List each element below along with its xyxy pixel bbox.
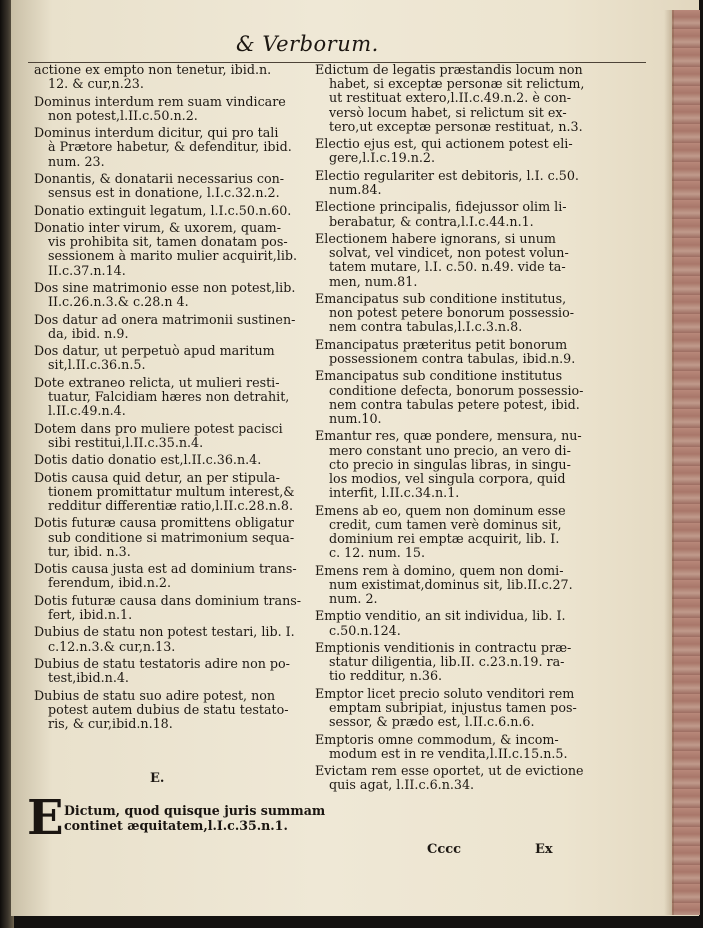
- index-entry: [315, 641, 595, 684]
- index-entry-line: Emantur res, quæ pondere, mensura, nu-: [315, 428, 582, 444]
- index-entry-line: c. 12. num. 15.: [329, 545, 425, 561]
- index-entry-line: emptam subripiat, injustus tamen pos-: [329, 699, 577, 715]
- index-entry-line: Dotis futuræ causa promittens obligatur: [34, 515, 294, 531]
- index-entry-line: Dotis causa justa est ad dominium trans-: [34, 561, 297, 577]
- index-entry-line: sit,l.II.c.36.n.5.: [48, 357, 146, 373]
- index-entry-line: nem contra tabulas,l.I.c.3.n.8.: [329, 319, 523, 335]
- index-entry-line: Electio regulariter est debitoris, l.I. c.50.: [315, 167, 579, 183]
- index-entry-line: num. 23.: [48, 153, 105, 169]
- index-entry-line: II.c.37.n.14.: [48, 262, 126, 278]
- index-entry-line: Dotis causa quid detur, an per stipula-: [34, 469, 280, 485]
- index-entry: [315, 232, 595, 289]
- index-entry: [315, 609, 595, 637]
- index-entry-line: Donantis, & donatarii necessarius con-: [34, 170, 285, 186]
- index-entry-line: 12. & cur,n.23.: [48, 76, 144, 92]
- page-edge-shadow: [664, 10, 674, 915]
- index-entry: [34, 562, 312, 590]
- index-entry: [34, 625, 312, 653]
- index-entry-line: Dote extraneo relicta, ut mulieri resti-: [34, 374, 280, 390]
- index-entry-line: Dubius de statu testatoris adire non po-: [34, 655, 290, 671]
- index-entry-line: solvat, vel vindicet, non potest volun-: [329, 245, 569, 261]
- index-entry-line: num.10.: [329, 410, 382, 426]
- index-entry: [34, 344, 312, 372]
- e-section-line: continet æquitatem,l.I.c.35.n.1.: [64, 818, 288, 833]
- index-entry-line: redditur differentiæ ratio,l.II.c.28.n.8.: [48, 497, 294, 513]
- index-entry: [34, 95, 312, 123]
- index-entry-line: c.50.n.124.: [329, 622, 401, 638]
- index-entry-line: quis agat, l.II.c.6.n.34.: [329, 777, 475, 793]
- page-edges-red: [672, 10, 700, 915]
- index-entry-line: modum est in re vendita,l.II.c.15.n.5.: [329, 745, 568, 761]
- index-entry: [315, 63, 595, 134]
- index-entry: [315, 169, 595, 197]
- index-entry-line: vis prohibita sit, tamen donatam pos-: [48, 234, 288, 250]
- index-entry-line: Electione principalis, fidejussor olim li-: [315, 199, 567, 215]
- index-entry-line: sub conditione si matrimonium sequa-: [48, 529, 295, 545]
- index-entry-line: Emptio venditio, an sit individua, lib. I.: [315, 608, 566, 624]
- index-entry-line: los modios, vel singula corpora, quid: [329, 470, 566, 486]
- index-entry-line: Dominus interdum rem suam vindicare: [34, 93, 286, 109]
- index-entry-line: possessionem contra tabulas, ibid.n.9.: [329, 350, 576, 366]
- index-entry-line: Edictum de legatis præstandis locum non: [315, 62, 583, 77]
- index-entry: [34, 657, 312, 685]
- index-entry-line: tuatur, Falcidiam hæres non detrahit,: [48, 388, 290, 404]
- index-entry-line: Emancipatus sub conditione institutus: [315, 368, 563, 384]
- section-letter: E.: [150, 771, 165, 786]
- index-entry-line: Emens rem à domino, quem non domi-: [315, 562, 564, 578]
- index-entry-line: potest autem dubius de statu testato-: [48, 701, 289, 717]
- index-entry-line: da, ibid. n.9.: [48, 325, 129, 341]
- index-entry-line: Donatio extinguit legatum, l.I.c.50.n.60.: [34, 202, 292, 218]
- index-entry-line: ferendum, ibid.n.2.: [48, 575, 172, 591]
- index-entry-line: Dubius de statu suo adire potest, non: [34, 687, 276, 703]
- index-entry-line: statur diligentia, lib.II. c.23.n.19. ra-: [329, 654, 565, 670]
- index-entry: [34, 313, 312, 341]
- index-entry-line: Dos sine matrimonio esse non potest,lib.: [34, 279, 296, 295]
- index-entry-line: Donatio inter virum, & uxorem, quam-: [34, 219, 282, 235]
- index-entry: [315, 200, 595, 228]
- index-entry: [34, 689, 312, 732]
- index-entry: [315, 338, 595, 366]
- index-entry-line: test,ibid.n.4.: [48, 670, 129, 686]
- index-entry: [315, 369, 595, 426]
- index-entry-line: tatem mutare, l.I. c.50. n.49. vide ta-: [329, 259, 566, 275]
- index-entry-line: Dubius de statu non potest testari, lib. I.: [34, 624, 295, 640]
- index-entry-line: Emptoris omne commodum, & incom-: [315, 731, 559, 747]
- index-entry-line: ut restituat extero,l.II.c.49.n.2. è con-: [329, 90, 572, 106]
- index-entry-line: c.12.n.3.& cur,n.13.: [48, 638, 176, 654]
- index-entry: [34, 376, 312, 419]
- index-entry-line: num.84.: [329, 182, 382, 197]
- index-entry-line: interfit, l.II.c.34.n.1.: [329, 485, 460, 501]
- index-entry-line: nem contra tabulas petere potest, ibid.: [329, 396, 580, 412]
- index-entry-line: Emancipatus præteritus petit bonorum: [315, 336, 568, 352]
- index-entry: [315, 292, 595, 335]
- index-entry-line: Dotis futuræ causa dans dominium trans-: [34, 592, 302, 608]
- index-entry-line: sessionem à marito mulier acquirit,lib.: [48, 248, 298, 264]
- index-entry-line: à Prætore habetur, & defenditur, ibid.: [48, 139, 292, 155]
- index-entry-line: credit, cum tamen verè dominus sit,: [329, 516, 562, 532]
- catchword: Ex: [535, 842, 553, 857]
- right-column: [315, 63, 595, 796]
- index-entry-line: cto precio in singulas libras, in singu-: [329, 456, 571, 472]
- index-entry-line: Emancipatus sub conditione institutus,: [315, 290, 567, 306]
- index-entry-line: tero,ut exceptæ personæ restituat, n.3.: [329, 118, 583, 134]
- index-entry-line: sessor, & prædo est, l.II.c.6.n.6.: [329, 714, 535, 730]
- index-entry-line: Emens ab eo, quem non dominum esse: [315, 502, 566, 518]
- index-entry-line: non potest petere bonorum possessio-: [329, 305, 575, 321]
- index-entry: [34, 221, 312, 278]
- index-entry: [34, 471, 312, 514]
- index-entry: [34, 126, 312, 169]
- index-entry: [315, 764, 595, 792]
- index-entry-line: Dos datur ad onera matrimonii sustinen-: [34, 311, 296, 327]
- index-entry-line: Dotis datio donatio est,l.II.c.36.n.4.: [34, 452, 262, 468]
- index-entry-line: tio redditur, n.36.: [329, 668, 443, 684]
- index-entry-line: tionem promittatur multum interest,&: [48, 483, 295, 499]
- index-entry-line: II.c.26.n.3.& c.28.n 4.: [48, 294, 189, 310]
- signature-mark: Cccc: [427, 842, 462, 857]
- index-entry-line: l.II.c.49.n.4.: [48, 403, 126, 419]
- index-entry-line: Dos datur, ut perpetuò apud maritum: [34, 343, 275, 359]
- index-entry-line: actione ex empto non tenetur, ibid.n.: [34, 62, 272, 77]
- index-entry-line: sensus est in donatione, l.I.c.32.n.2.: [48, 185, 280, 201]
- index-entry-line: Dotem dans pro muliere potest pacisci: [34, 420, 283, 436]
- index-entry: [34, 516, 312, 559]
- index-entry: [315, 733, 595, 761]
- index-entry: [315, 504, 595, 561]
- index-entry-line: num existimat,dominus sit, lib.II.c.27.: [329, 576, 573, 592]
- index-entry: [34, 453, 312, 467]
- index-entry-line: sibi restitui,l.II.c.35.n.4.: [48, 434, 204, 450]
- index-entry-line: habet, si exceptæ personæ sit relictum,: [329, 76, 585, 92]
- index-entry: [315, 429, 595, 500]
- index-entry: [315, 137, 595, 165]
- index-entry-line: Dominus interdum dicitur, qui pro tali: [34, 125, 279, 141]
- index-entry-line: mero constant uno precio, an vero di-: [329, 442, 571, 458]
- e-section-line: Dictum, quod quisque juris summam: [64, 803, 326, 818]
- running-header: & Verborum.: [236, 32, 379, 56]
- index-entry-line: dominium rei emptæ acquirit, lib. I.: [329, 530, 560, 546]
- index-entry: [34, 63, 312, 91]
- index-entry: [34, 204, 312, 218]
- index-entry-line: Electio ejus est, qui actionem potest eli-: [315, 136, 573, 152]
- index-entry-line: gere,l.I.c.19.n.2.: [329, 150, 435, 166]
- drop-cap: E: [27, 790, 64, 846]
- index-entry-line: fert, ibid.n.1.: [48, 606, 133, 622]
- index-entry-line: Emptionis venditionis in contractu præ-: [315, 639, 572, 655]
- index-entry-line: non potest,l.II.c.50.n.2.: [48, 107, 198, 123]
- index-entry: [34, 172, 312, 200]
- index-entry: [34, 422, 312, 450]
- index-entry-line: berabatur, & contra,l.I.c.44.n.1.: [329, 213, 534, 229]
- index-entry-line: versò locum habet, si relictum sit ex-: [329, 104, 567, 120]
- index-entry: [34, 281, 312, 309]
- left-column: [34, 63, 312, 734]
- index-entry-line: ris, & cur,ibid.n.18.: [48, 715, 173, 731]
- index-entry-line: Evictam rem esse oportet, ut de evictione: [315, 763, 584, 779]
- index-entry: [34, 594, 312, 622]
- index-entry-line: num. 2.: [329, 590, 378, 606]
- index-entry-line: men, num.81.: [329, 273, 418, 289]
- index-entry-line: Electionem habere ignorans, si unum: [315, 230, 556, 246]
- index-entry: [315, 687, 595, 730]
- index-entry-line: conditione defecta, bonorum possessio-: [329, 382, 584, 398]
- index-entry: [315, 564, 595, 607]
- index-entry-line: tur, ibid. n.3.: [48, 543, 131, 559]
- index-entry-line: Emptor licet precio soluto venditori rem: [315, 685, 575, 701]
